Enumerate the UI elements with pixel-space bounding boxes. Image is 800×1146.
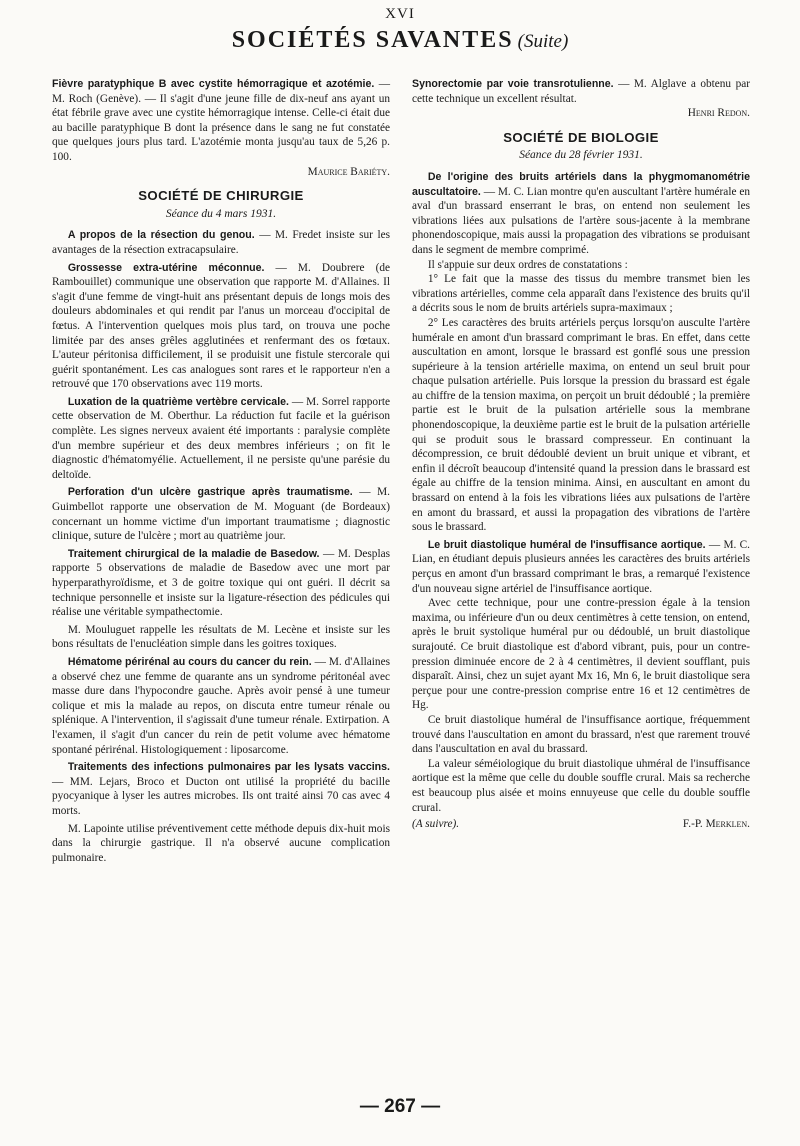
- paragraph-frequence: Ce bruit diastolique huméral de l'insuffisance aortique, fréquemment trouvé dans l'auscultation en amont du brassard, n'est que rarement trouvé dans l'auscultation en aval du brassard.: [412, 713, 750, 756]
- abstract-title: Hématome périrénal au cours du cancer du rein.: [67, 655, 312, 668]
- society-heading-biologie: SOCIÉTÉ DE BIOLOGIE: [503, 129, 659, 145]
- abstract-fievre: [52, 77, 390, 165]
- abstract-title: Synorectomie par voie transrotulienne.: [412, 78, 614, 90]
- abstract-body: — M. Sorrel rapporte cette observation de M. Oberthur. La réduction fut facile et la guérison complète. Les signes nerveux avaient été importants : paralysie complète d'un membre supérieur et des deux membres inférieurs ; on fit le diagnostic d'hématomyélie. Actuellement, il ne persiste qu'une parésie du deltoïde.: [52, 395, 390, 481]
- abstract-title: De l'origine des bruits artériels dans la phygmomanométrie auscultatoire.: [412, 170, 750, 198]
- abstract-lysats: [52, 760, 390, 818]
- roman-numeral: XVI: [385, 6, 415, 22]
- abstract-bruit-diastolique: [412, 538, 750, 596]
- session-date: Séance du 28 février 1931.: [519, 149, 643, 162]
- abstract-hematome: [52, 655, 390, 757]
- paragraph-technique: Avec cette technique, pour une contre-pression égale à la tension maxima, ou inférieure d'un ou deux centimètres à cette tension, on entend, après le bruit systolique huméral pur ou dédoublé, un bruit diastolique surajouté. Ce bruit diastolique est d'abord vibrant, puis, pour un contre-pression diminuée encore de 2 à 4 centimètres, il devient soufflant, puis disparaît. Ainsi, chez un sujet ayant Mx 16, Mn 6, le bruit diastolique sera perçue pour une contre-pression comprise entre 16 et 12 centimètres de Hg.: [412, 597, 750, 712]
- paragraph-constatations: Il s'appuie sur deux ordres de constatations :: [427, 258, 628, 271]
- session-date: Séance du 4 mars 1931.: [165, 207, 277, 220]
- abstract-title: Grossesse extra-utérine méconnue.: [67, 261, 265, 274]
- signature: Maurice Bariéty.: [307, 165, 390, 178]
- abstract-bruits-arteriels: [412, 170, 750, 258]
- abstract-body: — M. Guimbellot rapporte une observation de M. Moguant (de Bordeaux) concernant un homme victime d'un important traumatisme ; diagnostic clinique, suture de l'ulcère ; mort au quatrième jour.: [52, 486, 390, 543]
- abstract-synorectomie: [412, 77, 750, 106]
- section-suite: (Suite): [517, 31, 569, 52]
- abstract-body: — M. Alglave a obtenu par cette technique un excellent résultat.: [412, 78, 750, 105]
- abstract-body: — M. C. Lian, en étudiant depuis plusieurs années les caractères des bruits artériels perçus en amont d'un brassard comprimant le bras, a remarqué l'existence d'un nouveau signe artériel de l'insuffisance aortique.: [412, 538, 750, 595]
- abstract-title: Traitement chirurgical de la maladie de Basedow.: [67, 547, 320, 560]
- abstract-title: Fièvre paratyphique B avec cystite hémorragique et azotémie.: [52, 78, 375, 90]
- paragraph-lapointe: M. Lapointe utilise préventivement cette méthode depuis dix-huit mois dans la chirurgie gastrique. Il n'a observé aucune complication pulmonaire.: [52, 822, 390, 864]
- abstract-grossesse: [52, 261, 390, 392]
- abstract-perforation: [52, 485, 390, 543]
- society-heading-chirurgie: SOCIÉTÉ DE CHIRURGIE: [138, 188, 304, 204]
- abstract-genou: [52, 228, 390, 257]
- abstract-body: — M. d'Allaines a observé chez une femme de quarante ans un syndrome péritonéal avec masse dure dans l'hypocondre gauche. Après avoir pensé à une tumeur colique et mis la malade au repos, on discuta entre tumeur rénale ou splénique. A l'intervention, il s'agissait d'une tumeur rénale. Extirpation. A l'examen, il s'agit d'un cancer du rein de petit volume avec hématome spontané périrénal. Histologiquement : liposarcome.: [52, 655, 390, 756]
- abstract-body: — M. Roch (Genève). — Il s'agit d'une jeune fille de dix-neuf ans ayant un état fébrile grave avec une cystite hémorragique intense. Celle-ci était due au bacille paratyphique B dont la présence dans le sang ne fut constatée que quelques jours plus tard. L'azotémie monta jusqu'au taux de 5,26 p. 100.: [52, 78, 391, 163]
- signature: F.-P. Merklen.: [682, 818, 750, 831]
- running-title: [0, 27, 800, 54]
- right-column: [412, 77, 750, 832]
- to-be-continued: (A suivre).: [412, 818, 460, 831]
- abstract-title: Le bruit diastolique huméral de l'insuffisance aortique.: [427, 538, 706, 551]
- page-number: — 267 —: [359, 1096, 441, 1117]
- abstract-basedow: [52, 547, 390, 620]
- paragraph-point-2: 2° Les caractères des bruits artériels perçus lorsqu'on ausculte l'artère humérale en amont d'un brassard comprimant le bras. En effet, dans cette auscultation en amont, lorsque le brassard est gonflé sous une pression supérieure à la tension artérielle maxima, on entend un seul bruit pour chaque pulsation artérielle. Puis lorsque la pression du brassard est égale au chiffre de la tension maxima, on perçoit un bruit dédoublé ; la première partie est le bruit de la pulsation artérielle sous la membrane phonendoscopique, la deuxième partie est le bruit de la pulsation artérielle qui se produit sous le brassard compresseur. En continuant la décompression, ce bruit dédoublé devient un bruit unique et vibrant, et enfin il décroît beaucoup d'intensité quand la pression dans le brassard est égale au chiffre de la tension minima. Ainsi, en auscultant en amont du brassard on entend à la fois les vibrations liées aux pulsations de l'artère en amont du brassard, et aussi la propagation des vibrations de l'artère sous le brassard.: [412, 316, 750, 534]
- signature: Henri Redon.: [687, 107, 750, 120]
- paragraph-valeur: La valeur séméiologique du bruit diastolique uhméral de l'insuffisance aortique est la même que celle du double souffle crural. Mais sa recherche est beaucoup plus aisée et moins ennuyeuse que celle du double souffle crural.: [412, 757, 750, 814]
- abstract-title: Traitements des infections pulmonaires par les lysats vaccins.: [67, 761, 390, 774]
- abstract-body: — M. Desplas rapporte 5 observations de maladie de Basedow avec une mort par hyperparathyroïdisme, et 3 de goitre toxique qui ont guéri. Il décrit sa technique personnelle et insiste sur la ligature-résection des pédicules qui réalise une véritable sympathectomie.: [52, 547, 391, 619]
- abstract-body: — M. C. Lian montre qu'en auscultant l'artère humérale en aval d'un brassard enserrant le bras, on entend non seulement les vibrations liées aux pulsations de l'artère sous-jacente à la membrane phonendoscopique, mais aussi la propagation des vibrations se produisant dans le segment de membre comprimé.: [412, 185, 750, 256]
- article-footer: [412, 817, 750, 832]
- abstract-title: A propos de la résection du genou.: [67, 229, 255, 242]
- paragraph-mouluguet: M. Mouluguet rappelle les résultats de M. Lecène et insiste sur les bons résultats de l'enucléation simple dans les goitres toxiques.: [52, 623, 390, 651]
- abstract-title: Luxation de la quatrième vertèbre cervicale.: [67, 395, 289, 408]
- abstract-title: Perforation d'un ulcère gastrique après traumatisme.: [67, 486, 353, 499]
- section-title: SOCIÉTÉS SAVANTES: [231, 27, 514, 53]
- abstract-body: — M. Fredet insiste sur les avantages de la résection extracapsulaire.: [52, 229, 391, 256]
- abstract-luxation: [52, 395, 390, 483]
- paragraph-point-1: 1° Le fait que la masse des tissus du membre transmet bien les vibrations artérielles, comme cela apparaît dans l'existence des bruits qu'il a décrits sous le nom de bruits artériels supra-maximaux ;: [412, 273, 750, 315]
- abstract-body: — M. Doubrere (de Rambouillet) communique une observation que rapporte M. d'Allaines. Il s'agit d'une femme de vingt-huit ans présentant depuis de longs mois des douleurs abdominales et qui rendit par l'anus un morceau d'occipital de fœtus. A l'intervention quelques mois plus tard, on trouva une poche limitée par des anses grêles agglutinées et renfermant des os fœtaux. L'auteur péritonisa difficilement, il se produisit une fistule stercorale qui guérit spontanément. Les cas analogues sont rares et le rapporteur n'en a retrouvé que 170 observations avec 119 morts.: [52, 261, 390, 391]
- left-column: [52, 77, 390, 865]
- abstract-body: — MM. Lejars, Broco et Ducton ont utilisé la propriété du bacille pyocyanique à lyser les autres microbes. Ils ont traité ainsi 70 cas avec 4 morts.: [52, 775, 390, 817]
